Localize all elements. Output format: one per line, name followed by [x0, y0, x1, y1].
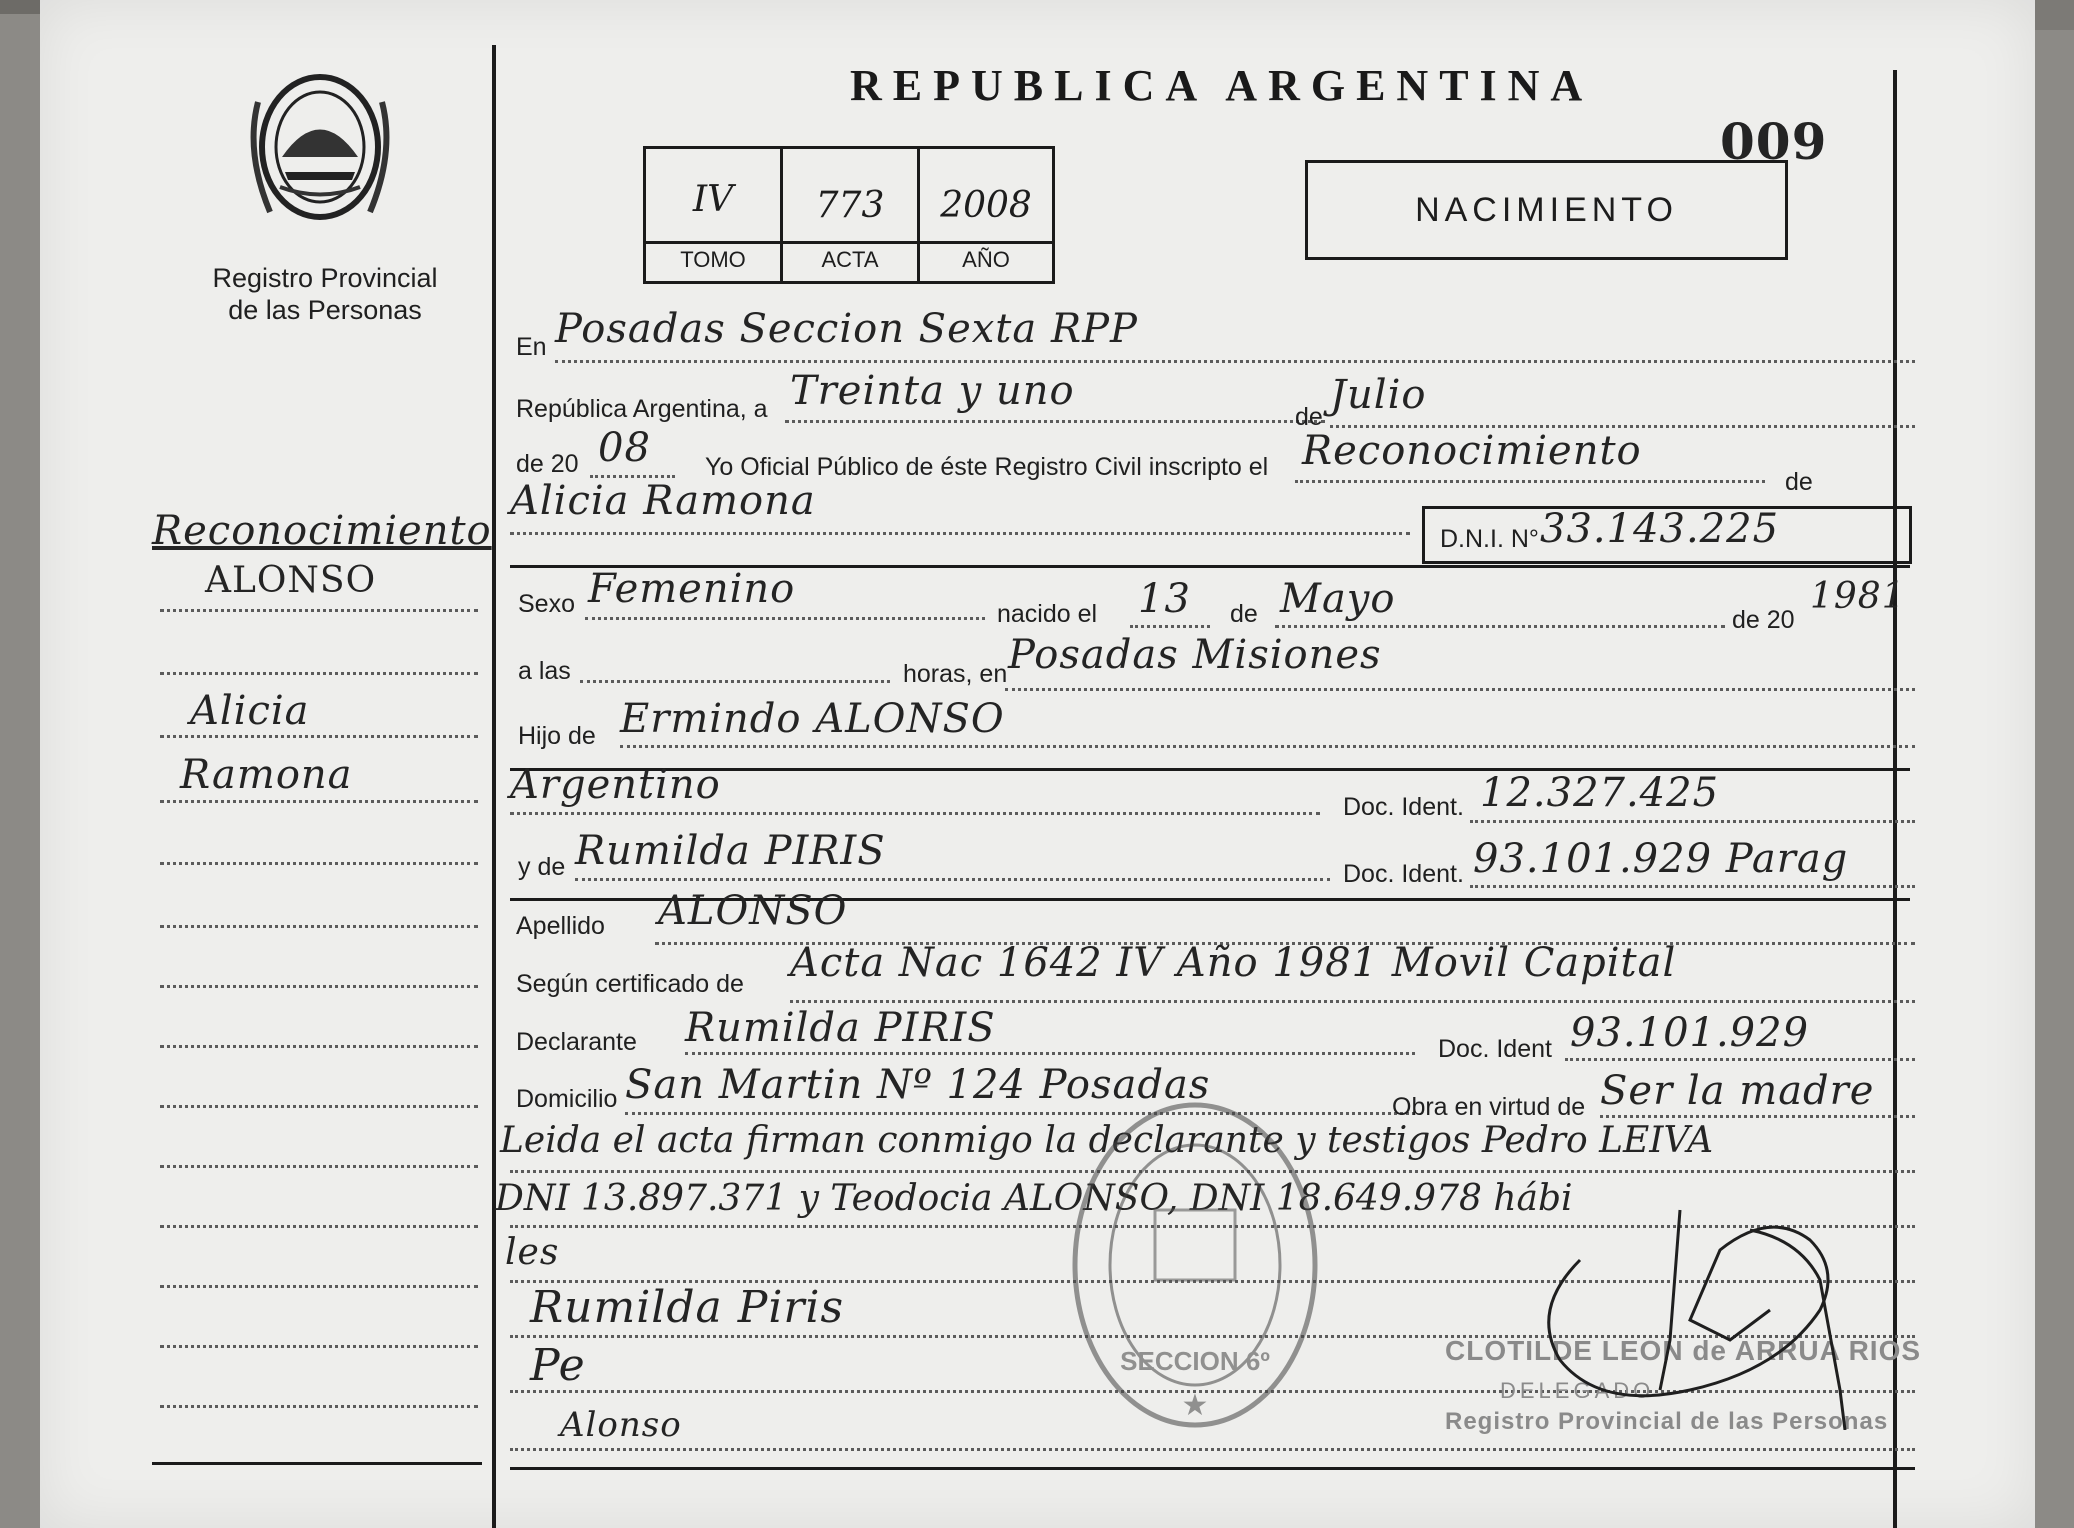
value-dia: Treinta y uno [790, 368, 1075, 414]
country-title: REPUBLICA ARGENTINA [850, 61, 1594, 110]
line-4 [510, 532, 1410, 535]
margin-line-7 [160, 985, 478, 988]
line-7 [620, 745, 1915, 748]
value-madre: Rumilda PIRIS [575, 828, 886, 874]
stamp-section: SECCION 6º [1120, 1346, 1270, 1376]
signature-witness-1: Pe [530, 1340, 586, 1391]
stamp-officer: CLOTILDE LEON de ARRUA RIOS [1445, 1335, 1922, 1366]
label-de-mes: de [1295, 403, 1323, 431]
registry-line-2: de las Personas [228, 295, 422, 325]
margin-line-3 [160, 735, 478, 738]
obs-text-1: Leida el acta firman conmigo la declarante y testigos Pedro LEIVA [500, 1120, 1714, 1161]
label-domicilio: Domicilio [516, 1085, 618, 1113]
officer-signature-icon [1520, 1190, 1880, 1430]
margin-name-2: Ramona [180, 752, 353, 798]
label-de-year: de 20 [1732, 606, 1795, 634]
line-5c [1275, 625, 1725, 628]
value-nac-dia: 13 [1138, 576, 1191, 622]
margin-line-8 [160, 1045, 478, 1048]
margin-line-6 [160, 925, 478, 928]
value-nombre: Alicia Ramona [510, 478, 816, 524]
line-12a [685, 1052, 1415, 1055]
label-doc-ident-1: Doc. Ident. [1343, 793, 1464, 821]
value-declarante: Rumilda PIRIS [685, 1005, 996, 1051]
birth-certificate-page [40, 0, 2035, 1528]
margin-bottom-rule [152, 1462, 482, 1465]
margin-line-9 [160, 1105, 478, 1108]
label-de20: de 20 [516, 450, 579, 478]
margin-line-14 [160, 1405, 478, 1408]
act-type: NACIMIENTO [1415, 190, 1678, 229]
label-sexo: Sexo [518, 590, 575, 618]
line-5b [1130, 625, 1210, 628]
provincial-seal-icon [240, 62, 400, 232]
page-number: 009 [1720, 112, 1828, 171]
value-tipo: Reconocimiento [1302, 428, 1642, 474]
margin-reconocimiento: Reconocimiento [152, 508, 492, 554]
anio-value: 2008 [940, 185, 1032, 226]
acta-cell [780, 146, 920, 284]
label-dni: D.N.I. N° [1440, 525, 1539, 553]
value-madre-doc: 93.101.929 Parag [1473, 836, 1849, 882]
line-8b [1470, 820, 1915, 823]
value-lugar-nac: Posadas Misiones [1008, 632, 1382, 678]
line-9b [1470, 885, 1915, 888]
margin-line-1 [160, 609, 478, 612]
tomo-cell [643, 146, 783, 284]
line-6a [580, 680, 890, 683]
label-apellido: Apellido [516, 912, 605, 940]
label-en: En [516, 333, 547, 361]
line-1 [555, 360, 1915, 363]
label-obra: Obra en virtud de [1392, 1093, 1586, 1121]
obs-line-6 [510, 1448, 1915, 1451]
line-8a [510, 812, 1320, 815]
tomo-label: TOMO [680, 247, 746, 272]
value-lugar: Posadas Seccion Sexta RPP [555, 306, 1138, 352]
value-dni: 33.143.225 [1540, 506, 1780, 552]
label-declarante: Declarante [516, 1028, 637, 1056]
value-anio: 08 [598, 425, 651, 471]
value-nac-anio: 1981 [1810, 576, 1906, 617]
value-obra: Ser la madre [1600, 1068, 1875, 1114]
label-de-month: de [1230, 600, 1258, 628]
stamp-office: Registro Provincial de las Personas [1445, 1408, 1889, 1435]
label-y-de: y de [518, 853, 566, 881]
label-oficial: Yo Oficial Público de éste Registro Civil inscripto el [705, 453, 1269, 481]
label-hijo-de: Hijo de [518, 722, 596, 750]
value-declarante-doc: 93.101.929 [1570, 1010, 1810, 1056]
value-nac-mes: Mayo [1280, 576, 1396, 622]
margin-line-2 [160, 672, 478, 675]
margin-surname: ALONSO [205, 560, 377, 601]
margin-line-13 [160, 1345, 478, 1348]
value-mes: Julio [1330, 372, 1427, 418]
value-padre-nac: Argentino [510, 762, 721, 808]
act-type-box [1305, 160, 1788, 260]
label-doc-ident-3: Doc. Ident [1438, 1035, 1552, 1063]
margin-line-5 [160, 862, 478, 865]
obs-text-2: DNI 13.897.371 y Teodocia ALONSO, DNI 18.649.978 hábi [495, 1178, 1573, 1219]
signature-witness-2: Alonso [560, 1405, 682, 1445]
margin-name-1: Alicia [190, 688, 310, 734]
label-nacido: nacido el [997, 600, 1098, 628]
value-apellido: ALONSO [658, 888, 848, 934]
margin-line-10 [160, 1165, 478, 1168]
margin-line-11 [160, 1225, 478, 1228]
label-segun: Según certificado de [516, 970, 744, 998]
margin-line-4 [160, 800, 478, 803]
value-padre: Ermindo ALONSO [620, 696, 1005, 742]
label-horas-en: horas, en [903, 660, 1008, 688]
value-padre-doc: 12.327.425 [1480, 770, 1720, 816]
registry-line-1: Registro Provincial [212, 263, 438, 293]
svg-text:★: ★ [1181, 1389, 1209, 1422]
right-border [1893, 70, 1897, 1528]
value-certificado: Acta Nac 1642 IV Año 1981 Movil Capital [790, 940, 1677, 986]
registry-name [160, 262, 490, 326]
acta-label: ACTA [821, 247, 879, 272]
margin-line-12 [160, 1285, 478, 1288]
line-13b [1600, 1115, 1915, 1118]
label-republica: República Argentina, a [516, 395, 768, 423]
margin-divider [492, 45, 496, 1528]
official-stamp-icon [1060, 1090, 1330, 1440]
line-11 [790, 1000, 1915, 1003]
value-domicilio: San Martin Nº 124 Posadas [625, 1062, 1211, 1108]
bottom-rule [510, 1467, 1915, 1470]
line-6b [1005, 688, 1915, 691]
anio-label: AÑO [962, 247, 1010, 272]
label-de-end: de [1785, 468, 1813, 496]
acta-value: 773 [815, 185, 885, 226]
line-5a [585, 617, 985, 620]
anio-cell [917, 146, 1055, 284]
stamp-role: DELEGADO [1500, 1378, 1655, 1403]
label-a-las: a las [518, 657, 571, 685]
value-sexo: Femenino [588, 566, 796, 612]
line-9a [575, 878, 1330, 881]
line-12b [1565, 1058, 1915, 1061]
tomo-value: IV [692, 179, 734, 220]
label-doc-ident-2: Doc. Ident. [1343, 860, 1464, 888]
signature-declarante: Rumilda Piris [530, 1282, 845, 1333]
obs-text-3: les [505, 1232, 560, 1273]
line-2a [785, 420, 1325, 423]
line-3b [1295, 480, 1765, 483]
